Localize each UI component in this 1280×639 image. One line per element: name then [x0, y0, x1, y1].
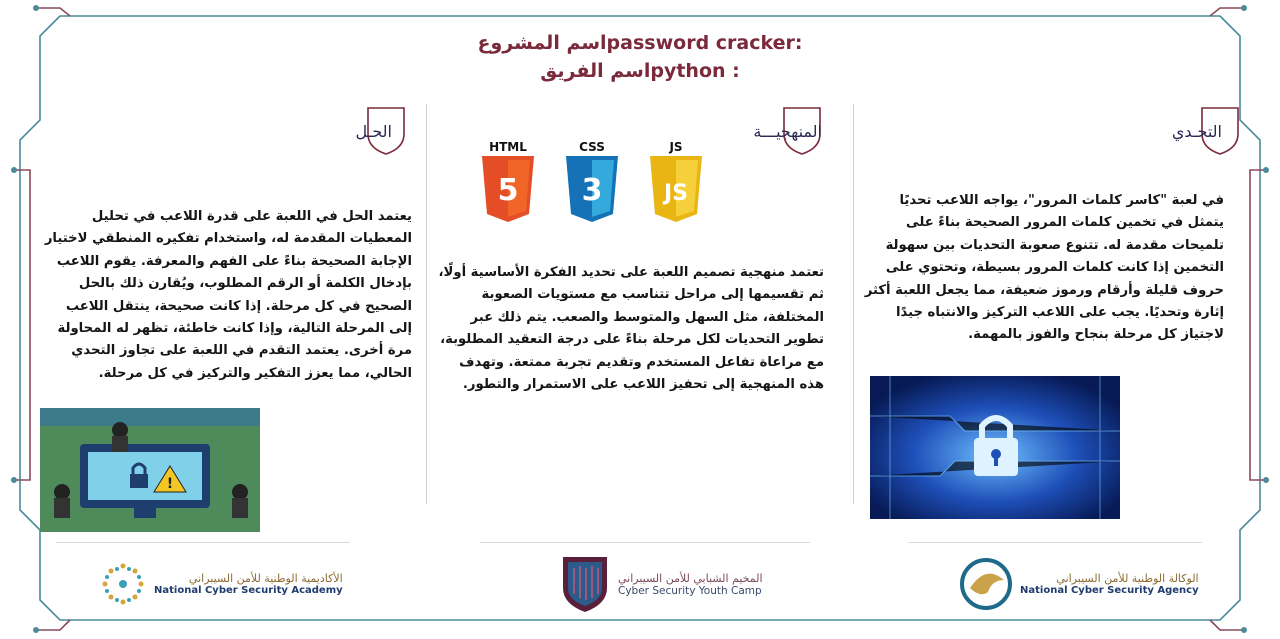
- footer-divider: [480, 542, 810, 543]
- hacker-warning-image: [40, 408, 260, 532]
- solution-text: يعتمد الحل في اللعبة على قدرة اللاعب في تحليل المعطيات المقدمة له، واستخدام تفكيره المنطقي لاختيار الإجابة الصحيحة بناءً على الفهم والمعرفة. يقوم اللاعب بإدخال الكلمة أو الرقم المطلوب، ويُقارن ذلك بالحل الصحيح في كل مرحلة. إذا كانت صحيحة، ينتقل اللاعب إلى المرحلة التالية، وإذا كانت خاطئة، تظهر له المحاولة مرة أخرى. يعتمد التقدم في اللعبة على تجاوز التحدي الحالي، مما يعزز التفكير والتركيز في كل مرحلة.: [44, 209, 412, 381]
- html5-shield-icon: [478, 154, 538, 224]
- youth-camp-logo: [560, 553, 763, 615]
- column-divider: [853, 104, 854, 504]
- svg-text:JS: JS: [663, 181, 689, 206]
- academy-name-en: National Cyber Security Academy: [154, 585, 343, 596]
- academy-name-ar: الأكاديمية الوطنية للأمن السيبراني: [188, 572, 343, 585]
- team-title: اسم الفريقpython :: [540, 60, 740, 82]
- footer-divider: [908, 542, 1202, 543]
- tech-logos: [478, 140, 706, 230]
- footer-divider: [56, 542, 350, 543]
- svg-text:!: !: [166, 476, 174, 492]
- html5-logo: HTML 5: [478, 140, 538, 230]
- column-divider: [426, 104, 427, 504]
- css3-logo: CSS 3: [562, 140, 622, 230]
- methodology-heading: المنهجيـــة: [753, 122, 822, 141]
- project-title: اسم المشروعpassword cracker:: [477, 32, 803, 54]
- agency-name-en: National Cyber Security Agency: [1020, 585, 1199, 596]
- svg-text:5: 5: [497, 173, 519, 208]
- falcon-emblem-icon: [960, 558, 1012, 610]
- padlock-cyber-image: [870, 376, 1120, 519]
- academy-ring-icon: [100, 561, 146, 607]
- challenge-text: في لعبة "كاسر كلمات المرور"، يواجه اللاعب تحديًا يتمثل في تخمين كلمات المرور الصحيحة بناءً على تلميحات مقدمة له. تتنوع صعوبة التحديات بين سهولة التخمين إذا كانت كلمات المرور بسيطة، وتحتوي على حروف قليلة وأرقام ورموز ضعيفة، مما يجعل اللعبة أكثر إثارة وتحديًا. يجب على اللاعب التركيز والانتباه جيدًا لاجتياز كل مرحلة بنجاح والفوز بالمهمة.: [864, 193, 1224, 343]
- js-shield-icon: [646, 154, 706, 224]
- solution-heading: الحـل: [355, 122, 392, 141]
- svg-text:3: 3: [581, 173, 603, 208]
- challenge-heading: التحـدي: [1171, 122, 1222, 141]
- camp-shield-icon: [560, 554, 610, 614]
- methodology-text: تعتمد منهجية تصميم اللعبة على تحديد الفكرة الأساسية أولًا، ثم تقسيمها إلى مراحل تتناسب مع مستويات الصعوبة المختلفة، مثل السهل والمتوسط والصعب. يتم ذلك عبر تطوير التحديات لكل مرحلة بناءً على درجة التعقيد المطلوبة، مع مراعاة تفاعل المستخدم وتقديم تجربة ممتعة. وتهدف هذه المنهجية إلى تحفيز اللاعب على الاستمرار والتطور.: [438, 265, 824, 393]
- academy-logo: [100, 553, 343, 615]
- js-logo: JS JS: [646, 140, 706, 230]
- agency-logo: [960, 553, 1199, 615]
- agency-name-ar: الوكالة الوطنية للأمن السيبراني: [1056, 572, 1199, 585]
- camp-name-en: Cyber Security Youth Camp: [618, 584, 762, 597]
- css3-shield-icon: [562, 154, 622, 224]
- camp-name-ar: المخيم الشبابي للأمن السيبراني: [618, 571, 763, 585]
